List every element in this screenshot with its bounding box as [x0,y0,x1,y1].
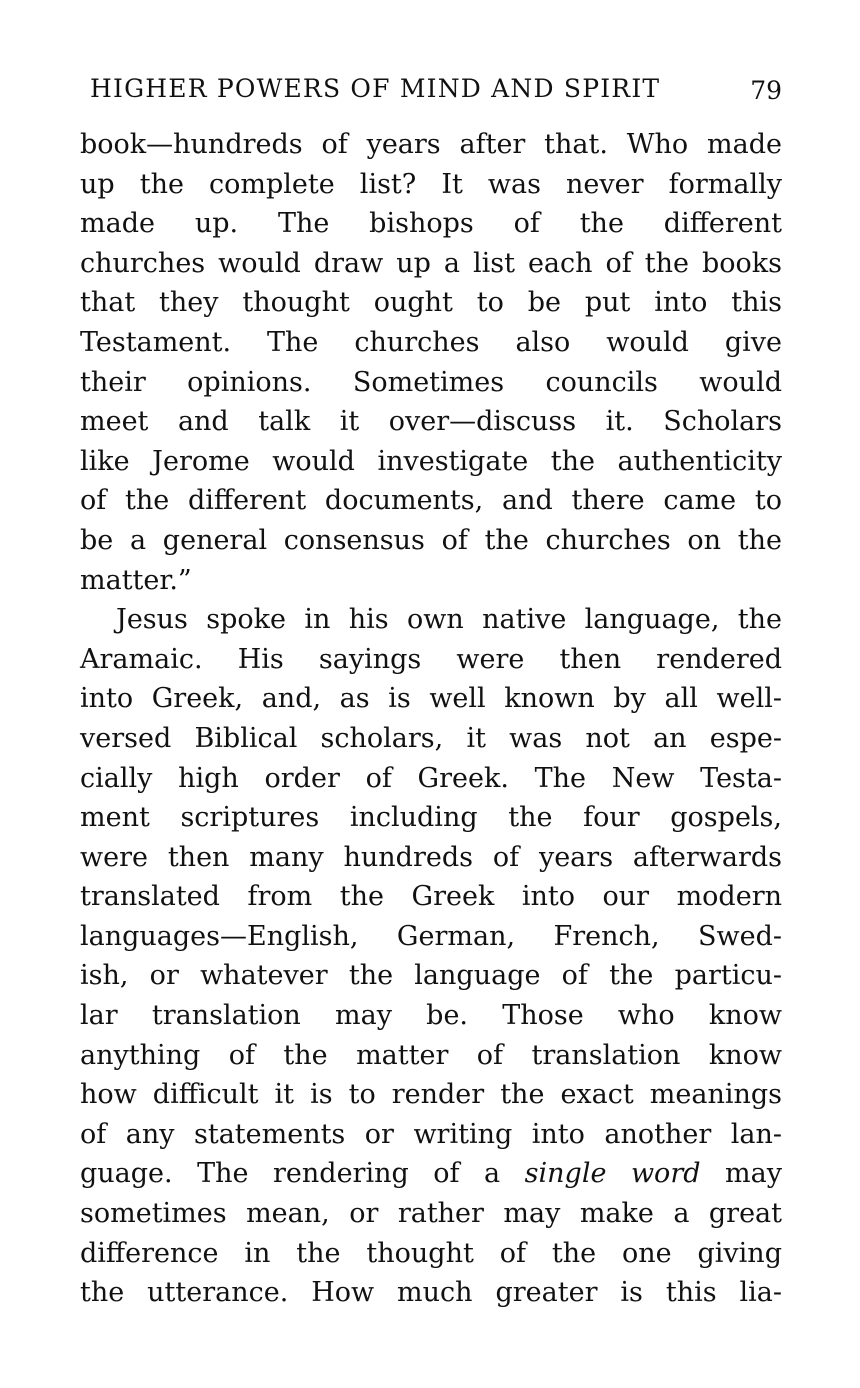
text-line: up the complete list? It was never formally [80,168,782,200]
text-line: difference in the thought of the one giving [80,1237,782,1269]
text-line: into Greek, and, as is well known by all well- [80,683,782,715]
text-line: how difficult it is to render the exact meanings [80,1079,782,1111]
text-line: book—hundreds of years after that. Who made [80,129,782,160]
text-line: translated from the Greek into our modern [80,881,782,913]
body-text [80,125,782,1313]
text-line: that they thought ought to be put into this [80,287,782,319]
page-number: 79 [750,76,782,105]
text-line: made up. The bishops of the different [80,208,782,240]
text-line: meet and talk it over—discuss it. Scholars [80,406,782,438]
text-line: ment scriptures including the four gospels, [80,802,782,834]
text-line: cially high order of Greek. The New Testa- [80,762,782,794]
text-line: like Jerome would investigate the authenticity [80,445,782,477]
text-line: languages—English, German, French, Swed- [80,920,782,952]
text-line: were then many hundreds of years afterwards [80,841,782,873]
text-line: of any statements or writing into another lan- [80,1118,782,1150]
text-line: versed Biblical scholars, it was not an espe- [80,722,782,754]
text-line-with-emphasis [80,1154,782,1194]
running-head [90,70,790,110]
text-line: the utterance. How much greater is this lia- [80,1277,782,1309]
line-text-before: guage. The rendering of a [80,1158,525,1190]
text-line: churches would draw up a list each of the books [80,247,782,279]
paragraph-end-line: matter.” [80,564,192,596]
text-line: of the different documents, and there came to [80,485,782,517]
text-line: their opinions. Sometimes councils would [80,366,782,398]
text-line: be a general consensus of the churches on the [80,524,782,556]
text-line: ish, or whatever the language of the particu- [80,960,782,992]
text-line: Aramaic. His sayings were then rendered [80,643,782,675]
text-line: Testament. The churches also would give [80,326,782,358]
text-line: lar translation may be. Those who know [80,1000,782,1032]
line-text-after: may [700,1158,782,1190]
emphasized-phrase: single word [524,1158,701,1190]
text-line: sometimes mean, or rather may make a great [80,1198,782,1230]
running-title: HIGHER POWERS OF MIND AND SPIRIT [90,74,661,103]
paragraph-first-line: Jesus spoke in his own native language, the [116,604,782,636]
text-line: anything of the matter of translation know [80,1039,782,1071]
